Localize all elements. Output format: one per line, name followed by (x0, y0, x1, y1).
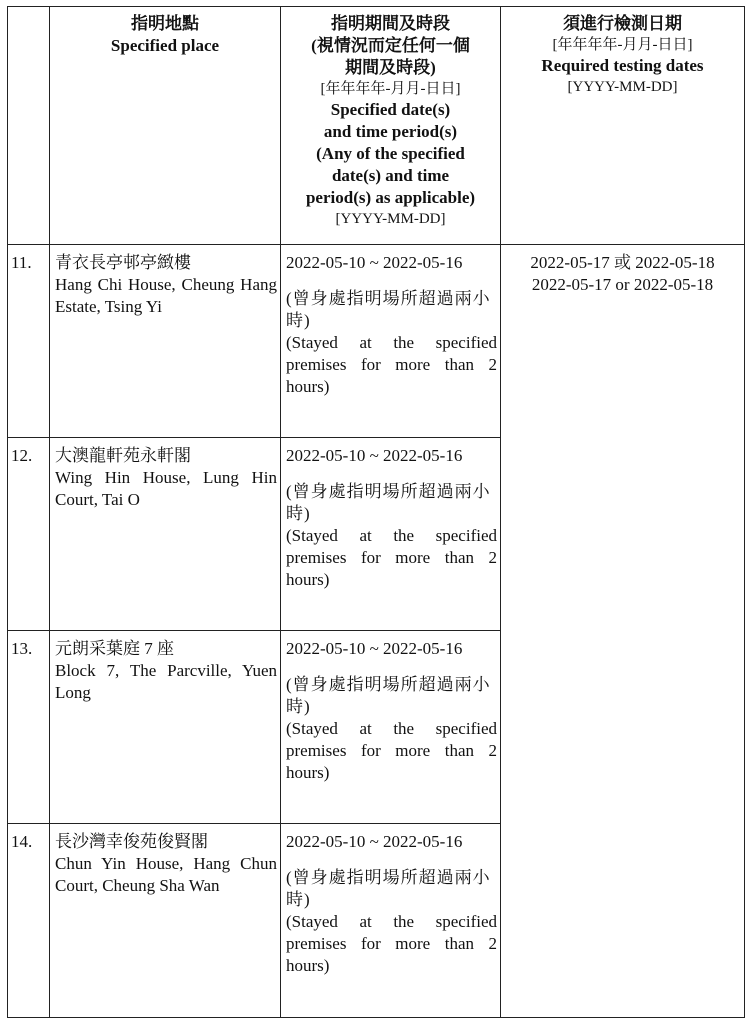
period-header-en-3: (Any of the specified (316, 144, 465, 163)
stay-note-zh: (曾身處指明場所超過兩小時) (286, 675, 491, 716)
place-name-zh: 大澳龍軒苑永軒閣 (55, 446, 191, 465)
place-name-en: Block 7, The Parcville, Yuen Long (55, 661, 277, 702)
testing-column-header (501, 7, 745, 245)
period-header-zh-3: 期間及時段) (345, 58, 436, 77)
place-name-en: Wing Hin House, Lung Hin Court, Tai O (55, 468, 277, 509)
place-column-header (50, 7, 281, 245)
place-name-zh: 青衣長亭邨亭緻樓 (55, 253, 191, 272)
period-cell (281, 438, 501, 631)
period-header-en-5: period(s) as applicable) (305, 188, 476, 207)
row-number: 12. (8, 438, 50, 631)
number-column-header (8, 7, 50, 245)
testing-dates-en: 2022-05-17 or 2022-05-18 (531, 275, 714, 294)
stay-note-en: (Stayed at the specified premises for more than 2 hours) (286, 912, 497, 975)
period-header-en-4: date(s) and time (331, 166, 450, 185)
period-cell (281, 245, 501, 438)
period-header-zh-2: (視情況而定任何一個 (311, 36, 470, 55)
date-range: 2022-05-10 ~ 2022-05-16 (286, 832, 463, 851)
testing-format-zh: [年年年年-月月-日日] (552, 37, 693, 53)
stay-note-zh: (曾身處指明場所超過兩小時) (286, 482, 491, 523)
place-cell (50, 631, 281, 824)
testing-dates-cell (501, 245, 745, 1018)
testing-header-en: Required testing dates (541, 56, 704, 75)
period-format-en: [YYYY-MM-DD] (335, 211, 446, 227)
place-cell (50, 824, 281, 1018)
place-name-en: Chun Yin House, Hang Chun Court, Cheung Sha Wan (55, 854, 277, 895)
period-cell (281, 631, 501, 824)
period-header-en-1: Specified date(s) (330, 100, 451, 119)
stay-note-zh: (曾身處指明場所超過兩小時) (286, 868, 491, 909)
period-cell (281, 824, 501, 1018)
period-column-header (281, 7, 501, 245)
period-format-zh: [年年年年-月月-日日] (320, 81, 461, 97)
place-name-zh: 長沙灣幸俊苑俊賢閣 (55, 832, 208, 851)
stay-note-en: (Stayed at the specified premises for more than 2 hours) (286, 333, 497, 396)
place-header-en: Specified place (110, 36, 220, 55)
place-cell (50, 245, 281, 438)
row-number: 11. (8, 245, 50, 438)
date-range: 2022-05-10 ~ 2022-05-16 (286, 639, 463, 658)
table-header-row (8, 7, 745, 245)
place-cell (50, 438, 281, 631)
row-number: 14. (8, 824, 50, 1018)
testing-dates-zh: 2022-05-17 或 2022-05-18 (530, 253, 715, 272)
place-name-en: Hang Chi House, Cheung Hang Estate, Tsing Yi (55, 275, 277, 316)
row-number: 13. (8, 631, 50, 824)
period-header-zh-1: 指明期間及時段 (331, 14, 450, 33)
period-header-en-2: and time period(s) (323, 122, 458, 141)
testing-format-en: [YYYY-MM-DD] (567, 79, 678, 95)
stay-note-en: (Stayed at the specified premises for more than 2 hours) (286, 526, 497, 589)
table-row (8, 245, 745, 438)
date-range: 2022-05-10 ~ 2022-05-16 (286, 253, 463, 272)
place-header-zh: 指明地點 (131, 14, 199, 33)
date-range: 2022-05-10 ~ 2022-05-16 (286, 446, 463, 465)
testing-header-zh: 須進行檢測日期 (563, 14, 682, 33)
place-name-zh: 元朗采葉庭 7 座 (55, 639, 174, 658)
specified-places-table (7, 6, 745, 1018)
stay-note-en: (Stayed at the specified premises for more than 2 hours) (286, 719, 497, 782)
stay-note-zh: (曾身處指明場所超過兩小時) (286, 289, 491, 330)
